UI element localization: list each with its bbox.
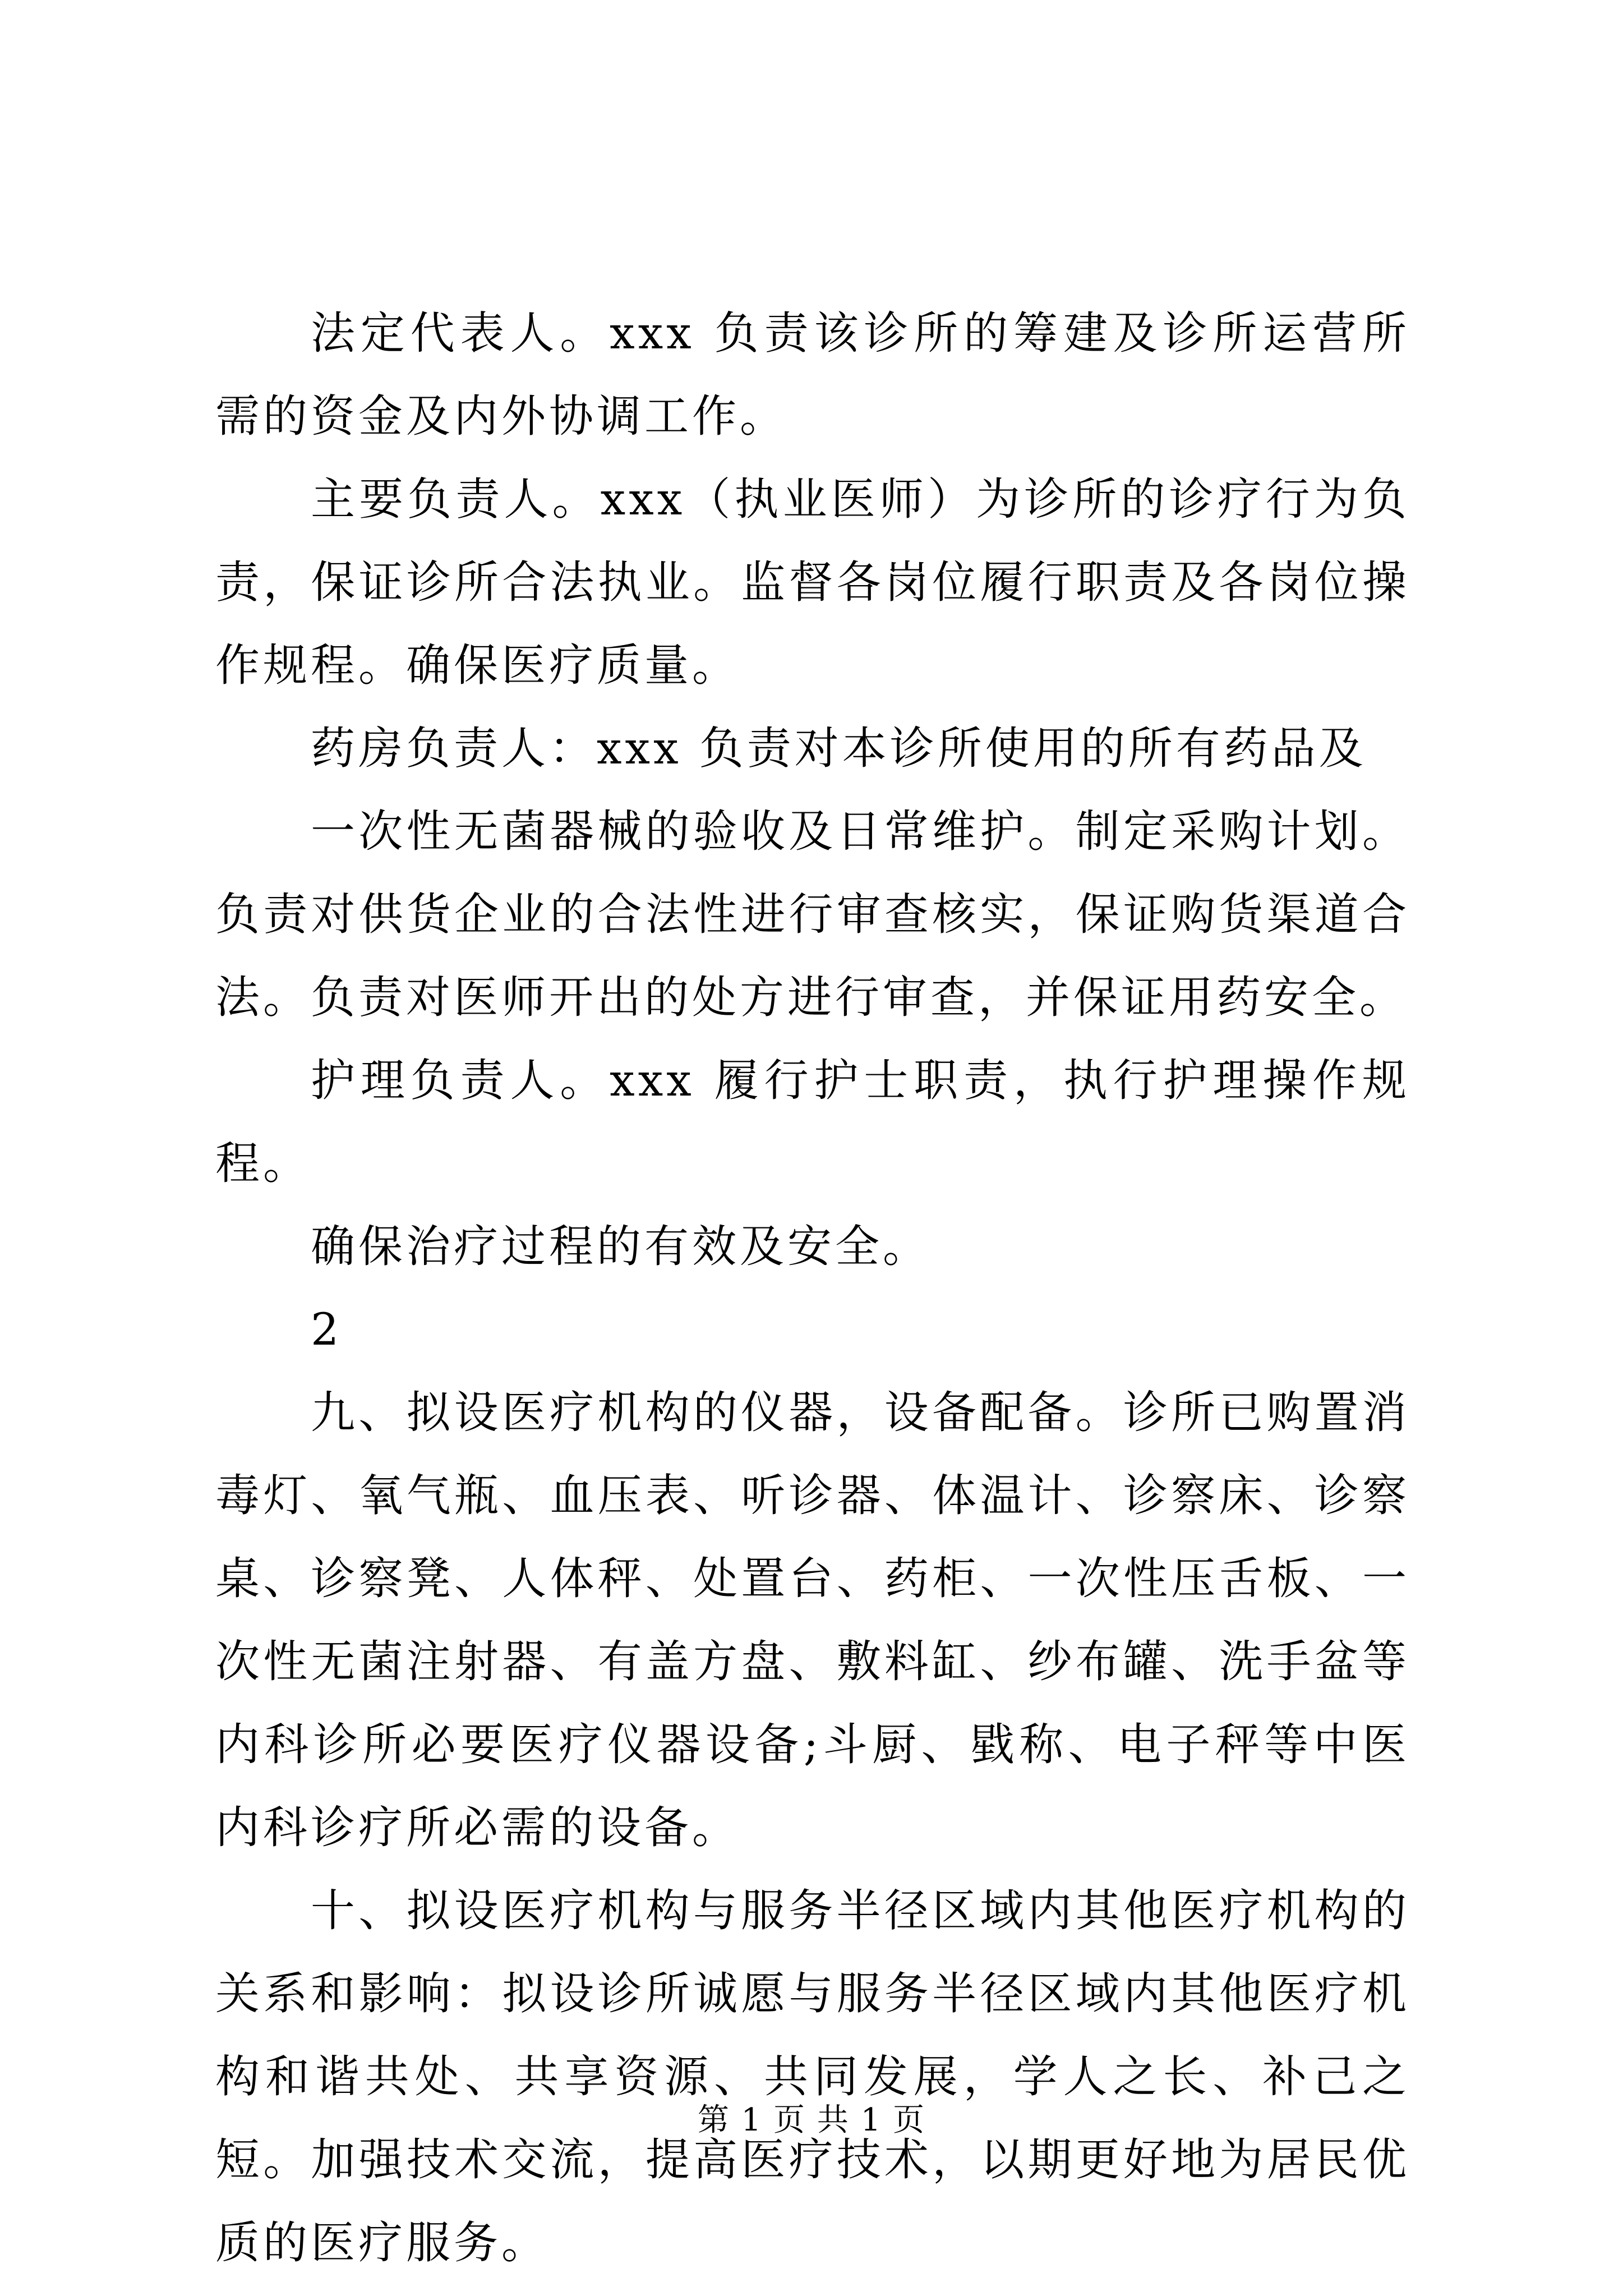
paragraph-equipment: 九、拟设医疗机构的仪器，设备配备。诊所已购置消毒灯、氧气瓶、血压表、听诊器、体温计、诊察床、诊察桌、诊察凳、人体秤、处置台、药柜、一次性压舌板、一次性无菌注射器、有盖方盘、敷料缸、纱布罐、洗手盆等内科诊所必要医疗仪器设备;斗厨、戥称、电子秤等中医内科诊疗所必需的设备。 (215, 1387, 1410, 1853)
paragraph-nursing-responsible-person: 护理负责人。xxx 履行护士职责，执行护理操作规程。 (215, 1055, 1410, 1189)
page-footer: 第 1 页 共 1 页 (697, 2102, 926, 2138)
paragraph-treatment-safety: 确保治疗过程的有效及安全。 (311, 1221, 930, 1272)
paragraph-number: 2 (311, 1304, 343, 1355)
paragraph-main-responsible-person: 主要负责人。xxx（执业医师）为诊所的诊疗行为负责，保证诊所合法执业。监督各岗位履行职责及各岗位操作规程。确保医疗质量。 (215, 473, 1410, 691)
paragraph-pharmacy-duties: 一次性无菌器械的验收及日常维护。制定采购计划。负责对供货企业的合法性进行审查核实，保证购货渠道合法。负责对医师开出的处方进行审查，并保证用药安全。 (215, 806, 1410, 1023)
paragraph-legal-representative: 法定代表人。xxx 负责该诊所的筹建及诊所运营所需的资金及内外协调工作。 (215, 307, 1410, 442)
document-body (215, 292, 1410, 2284)
paragraph-relationship: 十、拟设医疗机构与服务半径区域内其他医疗机构的关系和影响：拟设诊所诚愿与服务半径区域内其他医疗机构和谐共处、共享资源、共同发展，学人之长、补己之短。加强技术交流，提高医疗技术，以期更好地为居民优质的医疗服务。 (215, 1885, 1410, 2269)
paragraph-pharmacy-responsible-person: 药房负责人：xxx 负责对本诊所使用的所有药品及 (311, 723, 1367, 774)
